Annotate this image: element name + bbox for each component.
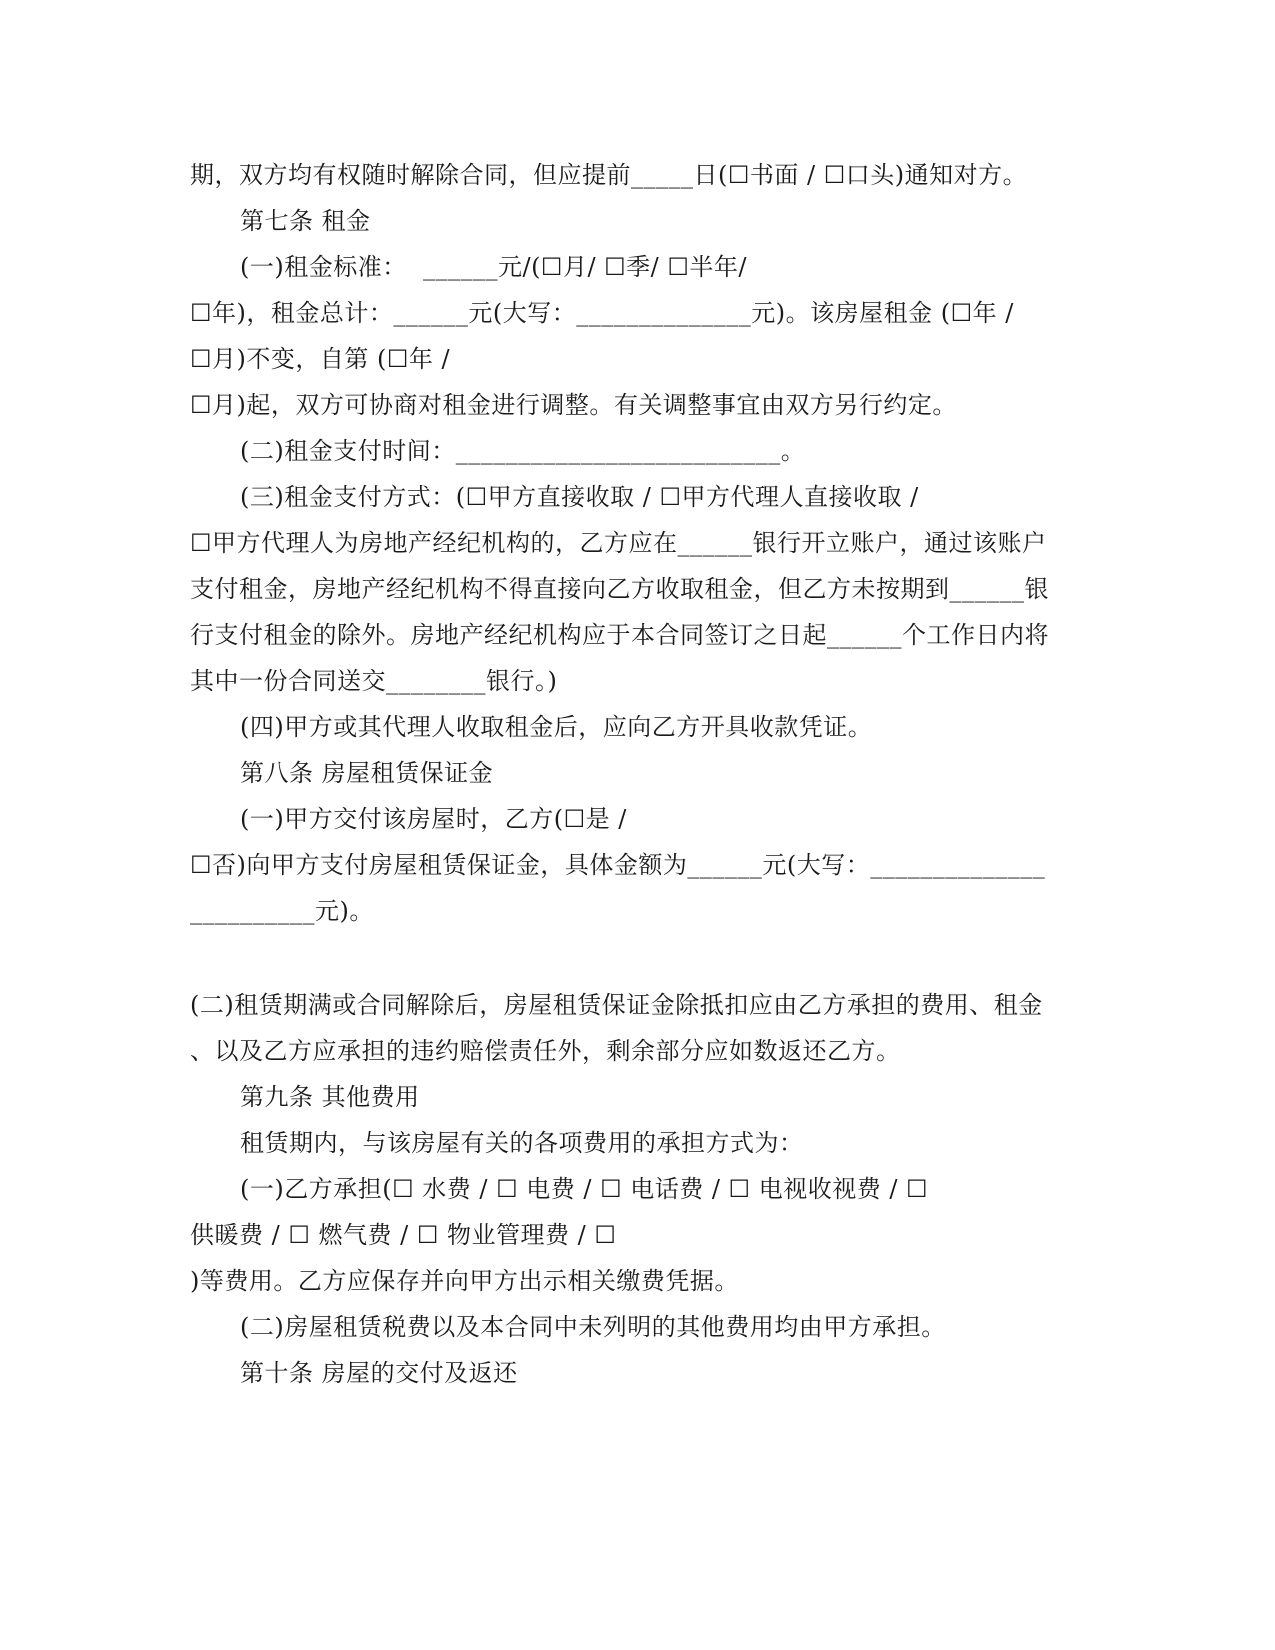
text-line: 其中一份合同送交________银行。) xyxy=(190,667,558,695)
text-line: 供暖费 / ☐ 燃气费 / ☐ 物业管理费 / ☐ xyxy=(190,1221,617,1249)
article-heading: 第八条 房屋租赁保证金 xyxy=(240,759,494,787)
text-line: (一)租金标准： ______元/(☐月/ ☐季/ ☐半年/ xyxy=(240,253,747,281)
text-line: 支付租金，房地产经纪机构不得直接向乙方收取租金，但乙方未按期到______银 xyxy=(190,575,1049,603)
text-line: 期，双方均有权随时解除合同，但应提前_____日(☐书面 / ☐口头)通知对方。 xyxy=(190,161,1028,189)
text-line: ☐否)向甲方支付房屋租赁保证金，具体金额为______元(大写：______________ xyxy=(190,851,1046,879)
article-heading: 第九条 其他费用 xyxy=(240,1083,420,1111)
text-line: ☐甲方代理人为房地产经纪机构的，乙方应在______银行开立账户，通过该账户 xyxy=(190,529,1047,557)
text-line: (二)租金支付时间：__________________________。 xyxy=(240,437,806,465)
text-line: ☐月)起，双方可协商对租金进行调整。有关调整事宜由双方另行约定。 xyxy=(190,391,957,419)
text-line: (一)甲方交付该房屋时，乙方(☐是 / xyxy=(240,805,627,833)
text-line: (二)租赁期满或合同解除后，房屋租赁保证金除抵扣应由乙方承担的费用、租金 xyxy=(190,991,1043,1019)
text-line: 租赁期内，与该房屋有关的各项费用的承担方式为： xyxy=(240,1129,804,1157)
text-line: 、以及乙方应承担的违约赔偿责任外，剩余部分应如数返还乙方。 xyxy=(190,1037,901,1065)
text-line: __________元)。 xyxy=(190,897,374,925)
text-line: (一)乙方承担(☐ 水费 / ☐ 电费 / ☐ 电话费 / ☐ 电视收视费 / ☐ xyxy=(240,1175,929,1203)
text-line: ☐月)不变，自第 (☐年 / xyxy=(190,345,451,373)
article-heading: 第七条 租金 xyxy=(240,207,371,235)
text-line: (三)租金支付方式：(☐甲方直接收取 / ☐甲方代理人直接收取 / xyxy=(240,483,919,511)
article-heading: 第十条 房屋的交付及返还 xyxy=(240,1359,518,1387)
text-line: (四)甲方或其代理人收取租金后，应向乙方开具收款凭证。 xyxy=(240,713,873,741)
text-line: 行支付租金的除外。房地产经纪机构应于本合同签订之日起______个工作日内将 xyxy=(190,621,1049,649)
text-line: (二)房屋租赁税费以及本合同中未列明的其他费用均由甲方承担。 xyxy=(240,1313,946,1341)
text-line: )等费用。乙方应保存并向甲方出示相关缴费凭据。 xyxy=(190,1267,739,1295)
text-line: ☐年)，租金总计：______元(大写：______________元)。该房屋租金 (☐年 / xyxy=(190,299,1014,327)
